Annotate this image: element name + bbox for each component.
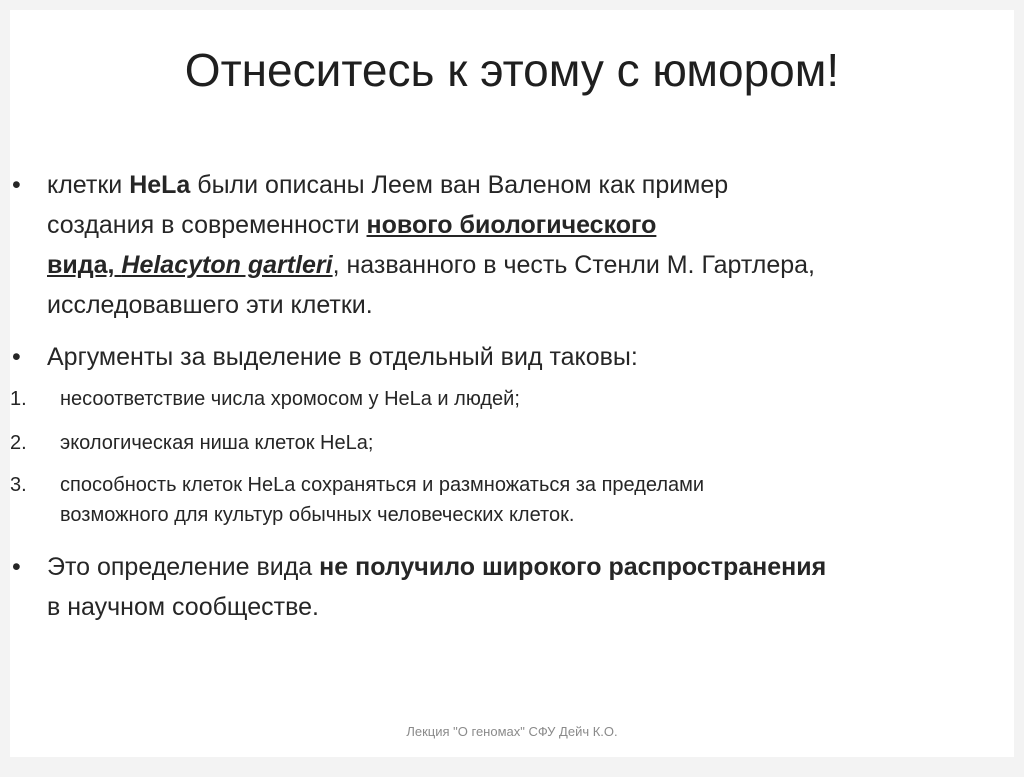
bullet-marker: • (12, 343, 21, 371)
list-item-3-line-1: способность клеток HeLa сохраняться и размножаться за пределами (60, 474, 705, 496)
species-name-link[interactable]: Helacyton gartleri (121, 251, 333, 279)
paragraph-1-line-3 (47, 246, 815, 284)
paragraph-3-line-2 (47, 588, 319, 626)
paragraph-2 (47, 338, 638, 376)
bullet-marker: • (12, 553, 21, 581)
text-run: создания в современности (47, 211, 367, 239)
text-run: в научном сообществе. (47, 593, 319, 621)
text-run: Аргументы за выделение в отдельный вид таковы: (47, 343, 638, 371)
text-run: исследовавшего эти клетки. (47, 291, 373, 319)
text-run: , названного в честь Стенли М. Гартлера, (332, 251, 815, 279)
emphasis-text: не получило широкого распространения (319, 553, 827, 581)
paragraph-1-line-4 (47, 286, 373, 324)
list-item-3-line-2: возможного для культур обычных человеческих клеток. (60, 504, 575, 526)
list-item-1: несоответствие числа хромосом у HeLa и людей; (60, 388, 520, 410)
bullet-marker: • (12, 171, 21, 199)
paragraph-3-line-1 (47, 548, 826, 586)
text-run: были описаны Леем ван Валеном как пример (190, 171, 729, 199)
text-run: Это определение вида (47, 553, 320, 581)
paragraph-1-line-2 (47, 206, 656, 244)
list-marker: 2. (10, 432, 27, 454)
text-run: клетки (47, 171, 130, 199)
list-marker: 3. (10, 474, 27, 496)
slide-title: Отнеситесь к этому с юмором! (184, 44, 840, 96)
slide (10, 10, 1014, 757)
list-item-2: экологическая ниша клеток HeLa; (60, 432, 374, 454)
hela-term: HeLa (129, 171, 191, 199)
slide-footer: Лекция "О геномах" СФУ Дейч К.О. (406, 724, 618, 739)
list-marker: 1. (10, 388, 27, 410)
new-species-link-continued[interactable]: вида, (47, 251, 122, 279)
new-species-link[interactable]: нового биологического (366, 211, 657, 239)
paragraph-1-line-1 (47, 166, 728, 204)
